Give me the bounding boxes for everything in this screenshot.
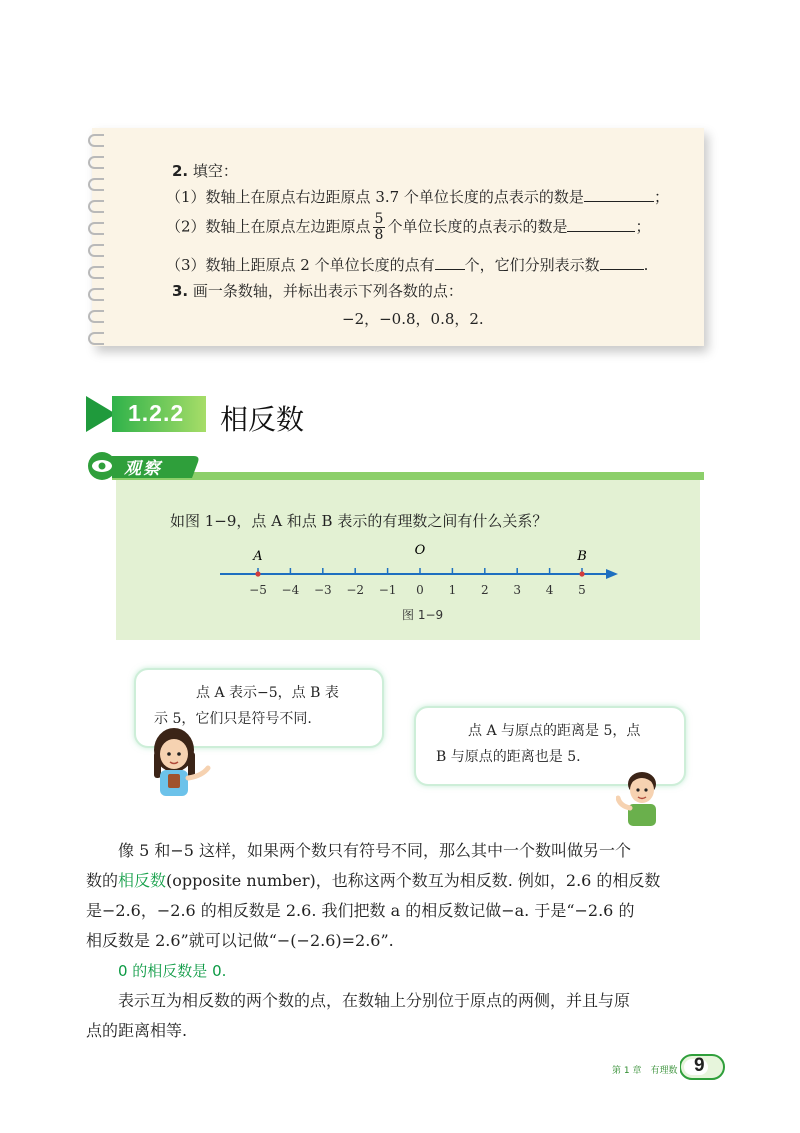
answer-blank[interactable] bbox=[567, 217, 635, 232]
body-text: (opposite number)，也称这两个数互为相反数. 例如，2.6 的相反数 bbox=[166, 871, 661, 890]
axis-tick-label: 3 bbox=[513, 583, 522, 597]
ring-icon bbox=[88, 178, 104, 191]
axis-tick-label: −3 bbox=[313, 583, 332, 597]
section-title: 相反数 bbox=[220, 403, 305, 436]
body-text: 点的距离相等. bbox=[86, 1021, 188, 1040]
exercise-number: 2. bbox=[172, 162, 189, 180]
exercise-number: 3. bbox=[172, 282, 189, 300]
exercise-2-1 bbox=[166, 186, 669, 207]
chapter-footer: 第 1 章 有理数 bbox=[612, 1066, 678, 1076]
ring-icon bbox=[88, 222, 104, 235]
exercise-title-text: 画一条数轴，并标出表示下列各数的点： bbox=[192, 282, 463, 300]
paragraph-number-line-property-2 bbox=[86, 1016, 726, 1046]
axis-tick-label: 4 bbox=[545, 583, 554, 597]
ring-icon bbox=[88, 332, 104, 345]
exercise-2-2 bbox=[166, 212, 651, 243]
girl-student-icon bbox=[146, 726, 216, 798]
figure-caption: 图 1−9 bbox=[402, 608, 444, 622]
bubble-text: B 与原点的距离也是 5. bbox=[436, 749, 581, 765]
ring-icon bbox=[88, 156, 104, 169]
bubble-text: 点 A 表示−5，点 B 表 bbox=[196, 685, 339, 701]
fraction-numerator: 5 bbox=[374, 211, 384, 227]
axis-tick-label: 5 bbox=[578, 583, 586, 597]
exercise-3-title bbox=[172, 280, 463, 301]
exercise-text: 个单位长度的点表示的数是 bbox=[387, 217, 568, 236]
exercise-text: （3）数轴上距原点 2 个单位长度的点有 bbox=[166, 256, 435, 274]
ring-icon bbox=[88, 200, 104, 213]
exercise-text: 个，它们分别表示数 bbox=[464, 256, 600, 274]
notebook-rings bbox=[88, 134, 108, 344]
exercise-text: （2）数轴上在原点左边距原点 bbox=[166, 217, 371, 236]
play-triangle-icon bbox=[86, 396, 116, 432]
axis-tick-label: −2 bbox=[346, 583, 365, 597]
answer-blank[interactable] bbox=[435, 255, 465, 270]
exercise-title-text: 填空： bbox=[192, 162, 238, 180]
boy-student-icon bbox=[616, 770, 664, 826]
fraction bbox=[373, 212, 386, 243]
answer-blank[interactable] bbox=[584, 187, 654, 202]
body-text: 数的 bbox=[86, 871, 119, 890]
exercise-text: ； bbox=[653, 188, 669, 206]
observe-header bbox=[84, 452, 704, 480]
axis-tick-label: 2 bbox=[480, 583, 489, 597]
body-text: 表示互为相反数的两个数的点，在数轴上分别位于原点的两侧，并且与原 bbox=[118, 991, 631, 1010]
exercise-card bbox=[92, 128, 704, 346]
axis-arrow-icon bbox=[606, 569, 618, 579]
section-number: 1.2.2 bbox=[128, 400, 185, 426]
axis-tick-label: 1 bbox=[448, 583, 457, 597]
point-a-label: A bbox=[253, 549, 263, 564]
observe-question: 如图 1−9，点 A 和点 B 表示的有理数之间有什么关系？ bbox=[170, 512, 548, 530]
body-text: 像 5 和−5 这样，如果两个数只有符号不同，那么其中一个数叫做另一个 bbox=[118, 841, 632, 860]
fraction-denominator: 8 bbox=[374, 227, 384, 243]
body-text: 是−2.6，−2.6 的相反数是 2.6. 我们把数 a 的相反数记做−a. 于是“−2.6 的 bbox=[86, 901, 635, 920]
ring-icon bbox=[88, 310, 104, 323]
exercise-text: . bbox=[643, 256, 649, 274]
ring-icon bbox=[88, 134, 104, 147]
paragraph-opposite-definition-3 bbox=[86, 896, 726, 926]
answer-blank[interactable] bbox=[600, 255, 644, 270]
exercise-2-3 bbox=[166, 254, 648, 275]
body-text: 相反数是 2.6”就可以记做“−(−2.6)=2.6”. bbox=[86, 931, 394, 950]
ring-icon bbox=[88, 244, 104, 257]
paragraph-opposite-definition-2 bbox=[86, 866, 726, 896]
point-b-marker bbox=[579, 571, 584, 576]
axis-tick-label: 0 bbox=[416, 583, 424, 597]
paragraph-opposite-definition-4 bbox=[86, 926, 726, 956]
exercise-text: ； bbox=[635, 217, 651, 236]
paragraph-number-line-property bbox=[86, 986, 726, 1016]
bubble-text: 示 5，它们只是符号不同. bbox=[154, 711, 312, 727]
exercise-3-values: −2，−0.8，0.8，2. bbox=[342, 310, 484, 328]
exercise-text: （1）数轴上在原点右边距原点 3.7 个单位长度的点表示的数是 bbox=[166, 188, 584, 206]
ring-icon bbox=[88, 266, 104, 279]
point-b-label: B bbox=[577, 549, 587, 564]
paragraph-opposite-definition bbox=[86, 836, 726, 866]
page-number: 9 bbox=[694, 1055, 705, 1076]
axis-tick-label: −5 bbox=[249, 583, 267, 597]
term-opposite-number: 相反数 bbox=[118, 871, 167, 890]
page-number-badge bbox=[680, 1054, 726, 1080]
number-line-figure bbox=[200, 540, 620, 604]
point-a-marker bbox=[255, 571, 260, 576]
axis-tick-label: −4 bbox=[281, 583, 300, 597]
bubble-text: 点 A 与原点的距离是 5，点 bbox=[468, 723, 641, 739]
origin-label: O bbox=[414, 543, 426, 558]
observe-tab-label: 观察 bbox=[124, 459, 162, 479]
axis-tick-label: −1 bbox=[378, 583, 397, 597]
highlight-zero-opposite: 0 的相反数是 0. bbox=[118, 962, 227, 980]
exercise-2-title bbox=[172, 160, 238, 181]
ring-icon bbox=[88, 288, 104, 301]
